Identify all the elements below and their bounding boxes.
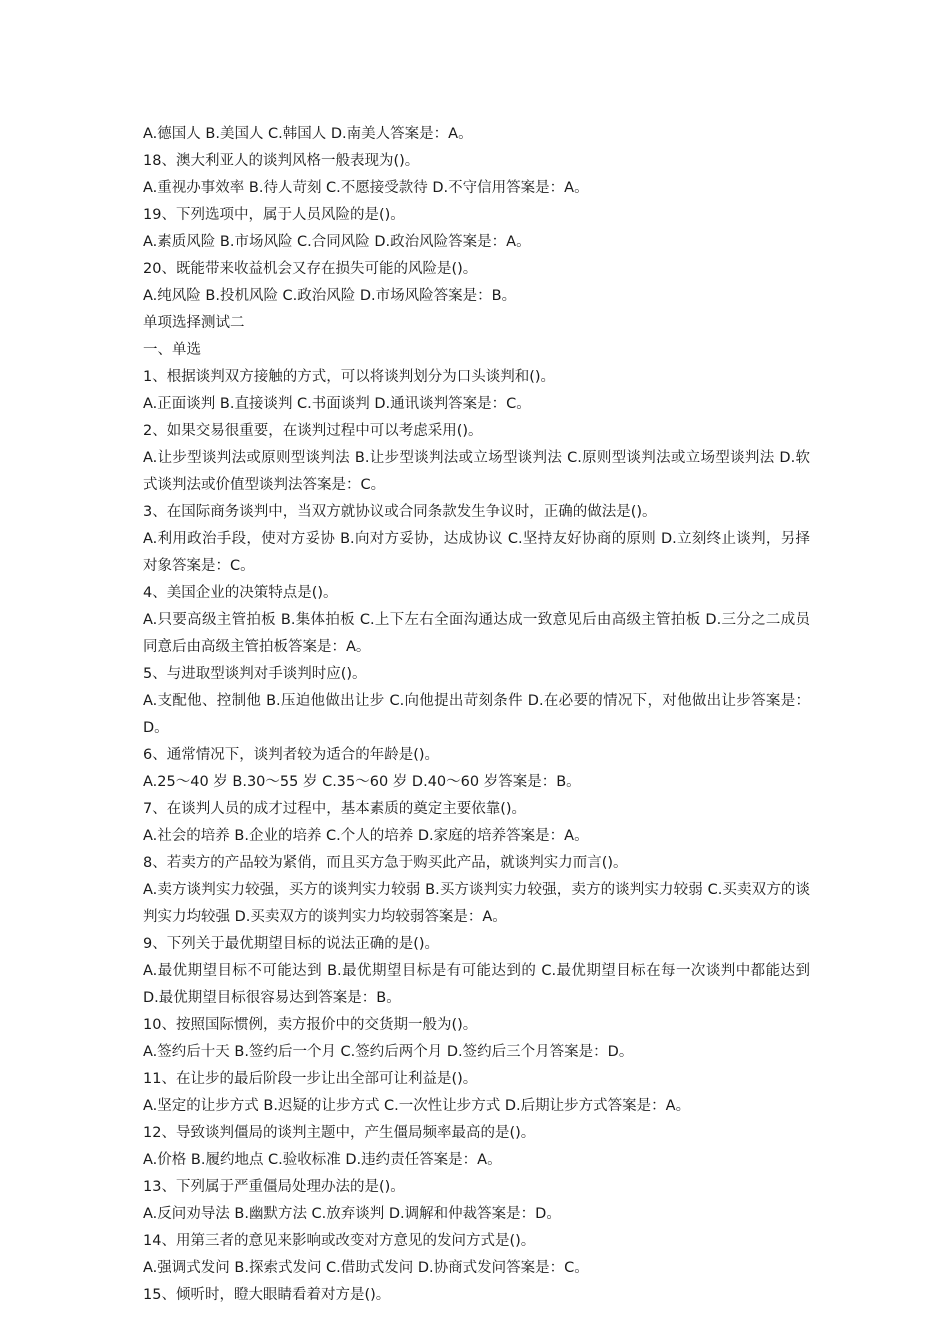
question-line: 11、在让步的最后阶段一步让出全部可让利益是()。	[143, 1071, 478, 1087]
answer-line: A.正面谈判 B.直接谈判 C.书面谈判 D.通讯谈判答案是：C。	[143, 396, 531, 412]
answer-line: A.最优期望目标不可能达到 B.最优期望目标是有可能达到的 C.最优期望目标在每一次谈判中都能达到 D.最优期望目标很容易达到答案是：B。	[143, 963, 810, 1006]
answer-line: A.支配他、控制他 B.压迫他做出让步 C.向他提出苛刻条件 D.在必要的情况下，对他做出让步答案是：D。	[143, 693, 810, 736]
question-line: 5、与进取型谈判对手谈判时应()。	[143, 666, 367, 682]
answer-line: A.签约后十天 B.签约后一个月 C.签约后两个月 D.签约后三个月答案是：D。	[143, 1044, 634, 1060]
answer-line: A.坚定的让步方式 B.迟疑的让步方式 C.一次性让步方式 D.后期让步方式答案是：A。	[143, 1098, 691, 1114]
answer-line: A.纯风险 B.投机风险 C.政治风险 D.市场风险答案是：B。	[143, 288, 517, 304]
question-line: 6、通常情况下，谈判者较为适合的年龄是()。	[143, 747, 440, 763]
answer-line: A.素质风险 B.市场风险 C.合同风险 D.政治风险答案是：A。	[143, 234, 531, 250]
question-line: 10、按照国际惯例，卖方报价中的交货期一般为()。	[143, 1017, 478, 1033]
question-line: 14、用第三者的意见来影响或改变对方意见的发问方式是()。	[143, 1233, 536, 1249]
question-line: 12、导致谈判僵局的谈判主题中，产生僵局频率最高的是()。	[143, 1125, 536, 1141]
answer-line: A.25～40 岁 B.30～55 岁 C.35～60 岁 D.40～60 岁答案是：B。	[143, 774, 581, 790]
question-line: 2、如果交易很重要，在谈判过程中可以考虑采用()。	[143, 423, 483, 439]
answer-line: A.强调式发问 B.探索式发问 C.借助式发问 D.协商式发问答案是：C。	[143, 1260, 589, 1276]
question-line: 19、下列选项中，属于人员风险的是()。	[143, 207, 405, 223]
section-subtitle: 一、单选	[143, 342, 201, 358]
answer-line: A.只要高级主管拍板 B.集体拍板 C.上下左右全面沟通达成一致意见后由高级主管拍板 D.三分之二成员同意后由高级主管拍板答案是：A。	[143, 612, 810, 655]
question-line: 13、下列属于严重僵局处理办法的是()。	[143, 1179, 405, 1195]
text-line: A.德国人 B.美国人 C.韩国人 D.南美人答案是：A。	[143, 126, 473, 142]
question-line: 3、在国际商务谈判中，当双方就协议或合同条款发生争议时，正确的做法是()。	[143, 504, 657, 520]
answer-line: A.卖方谈判实力较强，买方的谈判实力较弱 B.买方谈判实力较强，卖方的谈判实力较弱 C.买卖双方的谈判实力均较强 D.买卖双方的谈判实力均较弱答案是：A。	[143, 882, 810, 925]
question-line: 8、若卖方的产品较为紧俏，而且买方急于购买此产品，就谈判实力而言()。	[143, 855, 628, 871]
document-page	[143, 121, 810, 1309]
answer-line: A.价格 B.履约地点 C.验收标准 D.违约责任答案是：A。	[143, 1152, 502, 1168]
question-line: 7、在谈判人员的成才过程中，基本素质的奠定主要依靠()。	[143, 801, 527, 817]
question-line: 20、既能带来收益机会又存在损失可能的风险是()。	[143, 261, 478, 277]
answer-line: A.利用政治手段，使对方妥协 B.向对方妥协，达成协议 C.坚持友好协商的原则 D.立刻终止谈判，另择对象答案是：C。	[143, 531, 810, 574]
question-line: 9、下列关于最优期望目标的说法正确的是()。	[143, 936, 440, 952]
question-line: 4、美国企业的决策特点是()。	[143, 585, 338, 601]
answer-line: A.让步型谈判法或原则型谈判法 B.让步型谈判法或立场型谈判法 C.原则型谈判法或立场型谈判法 D.软式谈判法或价值型谈判法答案是：C。	[143, 450, 810, 493]
answer-line: A.社会的培养 B.企业的培养 C.个人的培养 D.家庭的培养答案是：A。	[143, 828, 589, 844]
question-line: 15、倾听时，瞪大眼睛看着对方是()。	[143, 1287, 391, 1303]
answer-line: A.反问劝导法 B.幽默方法 C.放弃谈判 D.调解和仲裁答案是：D。	[143, 1206, 561, 1222]
question-line: 1、根据谈判双方接触的方式，可以将谈判划分为口头谈判和()。	[143, 369, 556, 385]
question-line: 18、澳大利亚人的谈判风格一般表现为()。	[143, 153, 420, 169]
answer-line: A.重视办事效率 B.待人苛刻 C.不愿接受款待 D.不守信用答案是：A。	[143, 180, 589, 196]
section-title: 单项选择测试二	[143, 315, 245, 331]
